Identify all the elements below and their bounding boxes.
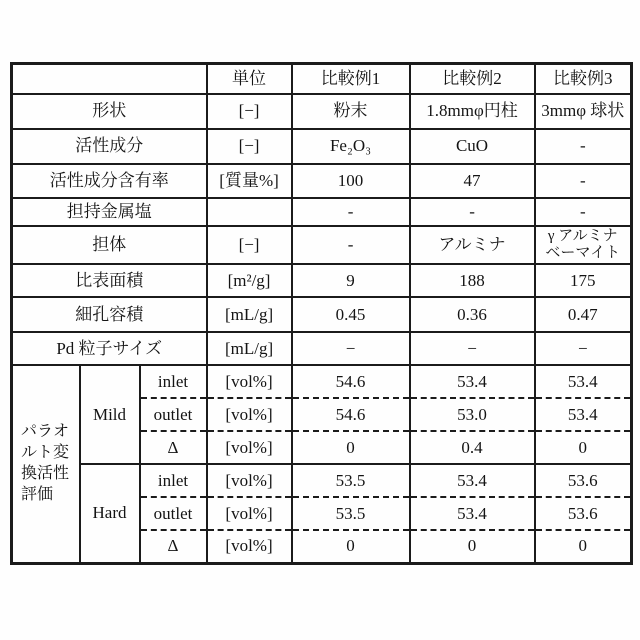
value-cell: 53.4 — [535, 398, 632, 431]
column-header-comparative-3: 比較例3 — [535, 64, 632, 94]
value-cell: 0.45 — [292, 297, 410, 332]
unit-cell: [−] — [207, 226, 292, 265]
value-cell: - — [292, 198, 410, 226]
unit-cell: [vol%] — [207, 398, 292, 431]
table-row — [12, 164, 632, 198]
table-row-eval — [12, 464, 632, 497]
comparison-table — [10, 62, 633, 565]
value-cell: 53.4 — [410, 365, 535, 398]
unit-header: 単位 — [207, 64, 292, 94]
value-cell: 0 — [535, 530, 632, 563]
value-cell: 53.0 — [410, 398, 535, 431]
unit-cell: [−] — [207, 129, 292, 164]
table-row — [12, 94, 632, 129]
table-row — [12, 198, 632, 226]
condition-label-mild: Mild — [80, 365, 140, 464]
value-cell: CuO — [410, 129, 535, 164]
table-row — [12, 264, 632, 297]
value-cell: − — [292, 332, 410, 365]
unit-cell — [207, 198, 292, 226]
row-label-para-ortho-conversion-activity: パラオ ルト変 換活性 評価 — [12, 365, 80, 563]
row-label-specific-surface-area: 比表面積 — [12, 264, 207, 297]
value-cell: 53.4 — [410, 497, 535, 530]
value-cell: − — [410, 332, 535, 365]
value-cell: - — [535, 129, 632, 164]
row-label-active-component-content: 活性成分含有率 — [12, 164, 207, 198]
unit-cell: [質量%] — [207, 164, 292, 198]
value-cell: γ アルミナ ベーマイト — [535, 226, 632, 265]
row-label-support: 担体 — [12, 226, 207, 265]
table-header-row — [12, 64, 632, 94]
sub-label-delta: Δ — [140, 530, 207, 563]
value-cell: 54.6 — [292, 365, 410, 398]
value-cell: アルミナ — [410, 226, 535, 265]
value-cell: 0 — [535, 431, 632, 464]
unit-cell: [vol%] — [207, 497, 292, 530]
value-cell: 0.47 — [535, 297, 632, 332]
unit-cell: [vol%] — [207, 431, 292, 464]
unit-cell: [mL/g] — [207, 297, 292, 332]
value-cell: - — [292, 226, 410, 265]
sub-label-outlet: outlet — [140, 497, 207, 530]
value-cell: 188 — [410, 264, 535, 297]
value-cell: 粉末 — [292, 94, 410, 129]
value-cell: 54.6 — [292, 398, 410, 431]
value-cell: 53.5 — [292, 497, 410, 530]
value-cell: 175 — [535, 264, 632, 297]
unit-cell: [mL/g] — [207, 332, 292, 365]
row-label-shape: 形状 — [12, 94, 207, 129]
table-row — [12, 129, 632, 164]
unit-cell: [vol%] — [207, 464, 292, 497]
table-row-eval — [12, 365, 632, 398]
value-cell: 0 — [292, 530, 410, 563]
value-cell: 3mmφ 球状 — [535, 94, 632, 129]
value-cell: 53.4 — [535, 365, 632, 398]
row-label-supported-metal-salt: 担持金属塩 — [12, 198, 207, 226]
value-cell: 53.6 — [535, 464, 632, 497]
unit-cell: [m²/g] — [207, 264, 292, 297]
table-row — [12, 332, 632, 365]
value-cell: 0 — [292, 431, 410, 464]
row-label-pore-volume: 細孔容積 — [12, 297, 207, 332]
unit-cell: [vol%] — [207, 365, 292, 398]
value-cell: 53.5 — [292, 464, 410, 497]
sub-label-inlet: inlet — [140, 365, 207, 398]
sub-label-outlet: outlet — [140, 398, 207, 431]
value-cell: 9 — [292, 264, 410, 297]
column-header-comparative-2: 比較例2 — [410, 64, 535, 94]
value-cell: - — [410, 198, 535, 226]
value-cell: 47 — [410, 164, 535, 198]
unit-cell: [vol%] — [207, 530, 292, 563]
row-label-pd-particle-size: Pd 粒子サイズ — [12, 332, 207, 365]
condition-label-hard: Hard — [80, 464, 140, 563]
value-cell: - — [535, 198, 632, 226]
value-cell: − — [535, 332, 632, 365]
corner-cell — [12, 64, 207, 94]
value-cell: 0.4 — [410, 431, 535, 464]
value-cell: Fe₂O₃ — [292, 129, 410, 164]
value-cell: 0.36 — [410, 297, 535, 332]
value-cell: 53.6 — [535, 497, 632, 530]
value-cell: 53.4 — [410, 464, 535, 497]
row-label-active-component: 活性成分 — [12, 129, 207, 164]
table-row — [12, 297, 632, 332]
value-cell: 1.8mmφ円柱 — [410, 94, 535, 129]
value-cell: - — [535, 164, 632, 198]
table-row — [12, 226, 632, 265]
value-cell: 0 — [410, 530, 535, 563]
unit-cell: [−] — [207, 94, 292, 129]
sub-label-inlet: inlet — [140, 464, 207, 497]
column-header-comparative-1: 比較例1 — [292, 64, 410, 94]
value-cell: 100 — [292, 164, 410, 198]
sub-label-delta: Δ — [140, 431, 207, 464]
